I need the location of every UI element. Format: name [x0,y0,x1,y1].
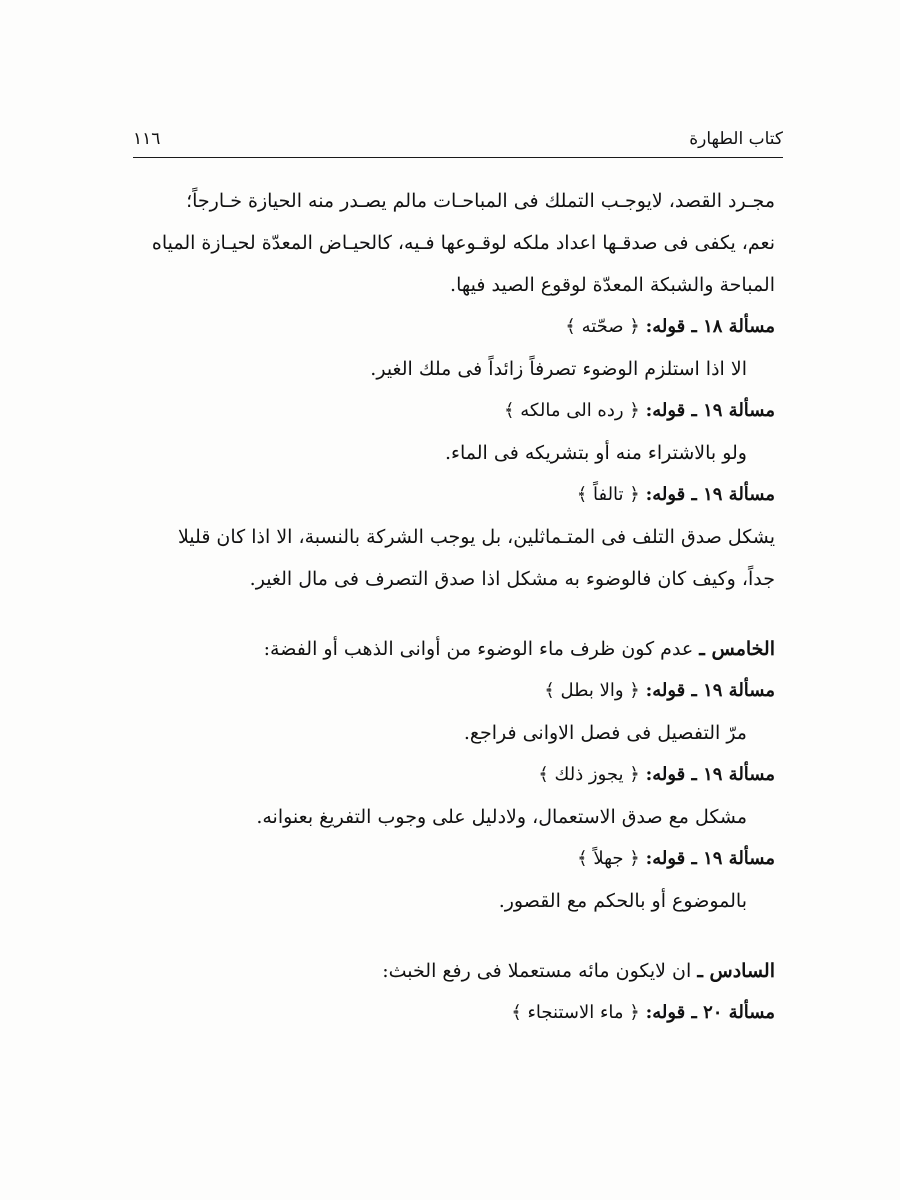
quoted-text: ﴿ جهلاً ﴾ [577,848,640,869]
commentary-line: ولو بالاشتراء منه أو بتشريكه فى الماء. [445,442,747,464]
page-header [133,125,783,155]
section-label: السادس ـ [697,960,775,982]
section-heading [115,950,775,992]
commentary-line: مشكل مع صدق الاستعمال، ولادليل على وجوب التفريغ بعنوانه. [256,806,747,828]
issue-heading [115,306,775,348]
paragraph-line: جداً، وكيف كان فالوضوء به مشكل اذا صدق التصرف فى مال الغير. [249,568,775,590]
page-body [115,180,775,1034]
issue-heading [115,390,775,432]
quoted-text: ﴿ يجوز ذلك ﴾ [538,764,640,785]
paragraph-line: مجـرد القصد، لايوجـب التملك فى المباحـات مالم يصـدر منه الحيازة خـارجاً؛ [186,190,775,212]
section-text: ان لايكون مائه مستعملا فى رفع الخبث: [382,960,692,982]
quoted-text: ﴿ تالفاً ﴾ [576,484,640,505]
issue-heading [115,754,775,796]
issue-heading [115,838,775,880]
issue-label: مسألة ١٩ ـ قوله: [645,680,775,701]
issue-label: مسألة ١٨ ـ قوله: [645,316,775,337]
issue-label: مسألة ٢٠ ـ قوله: [645,1002,775,1023]
commentary-line: الا اذا استلزم الوضوء تصرفاً زائداً فى ملك الغير. [370,358,747,380]
section-spacer [115,600,775,628]
issue-label: مسألة ١٩ ـ قوله: [645,848,775,869]
quoted-text: ﴿ ماء الاستنجاء ﴾ [511,1002,640,1023]
issue-label: مسألة ١٩ ـ قوله: [645,400,775,421]
quoted-text: ﴿ رده الى مالكه ﴾ [504,400,640,421]
paragraph-line: يشكل صدق التلف فى المتـماثلين، بل يوجب الشركة بالنسبة، الا اذا كان قليلا [177,526,775,548]
page-number: ١١٦ [133,129,161,149]
section-text: عدم كون ظرف ماء الوضوء من أوانى الذهب أو الفضة: [263,638,694,660]
section-spacer [115,922,775,950]
quoted-text: ﴿ صحّته ﴾ [565,316,640,337]
issue-heading [115,474,775,516]
issue-heading [115,670,775,712]
paragraph-line: نعم، يكفى فى صدقـها اعداد ملكه لوقـوعها فـيه، كالحيـاض المعدّة لحيـازة المياه [151,232,775,254]
section-label: الخامس ـ [699,638,775,660]
issue-heading [115,992,775,1034]
issue-label: مسألة ١٩ ـ قوله: [645,484,775,505]
header-divider [133,157,783,158]
commentary-line: بالموضوع أو بالحكم مع القصور. [498,890,747,912]
issue-label: مسألة ١٩ ـ قوله: [645,764,775,785]
section-heading [115,628,775,670]
book-title: كتاب الطهارة [689,129,783,149]
quoted-text: ﴿ والا بطل ﴾ [544,680,640,701]
commentary-line: مرّ التفصيل فى فصل الاوانى فراجع. [463,722,747,744]
paragraph-line: المباحة والشبكة المعدّة لوقوع الصيد فيها. [450,274,775,296]
